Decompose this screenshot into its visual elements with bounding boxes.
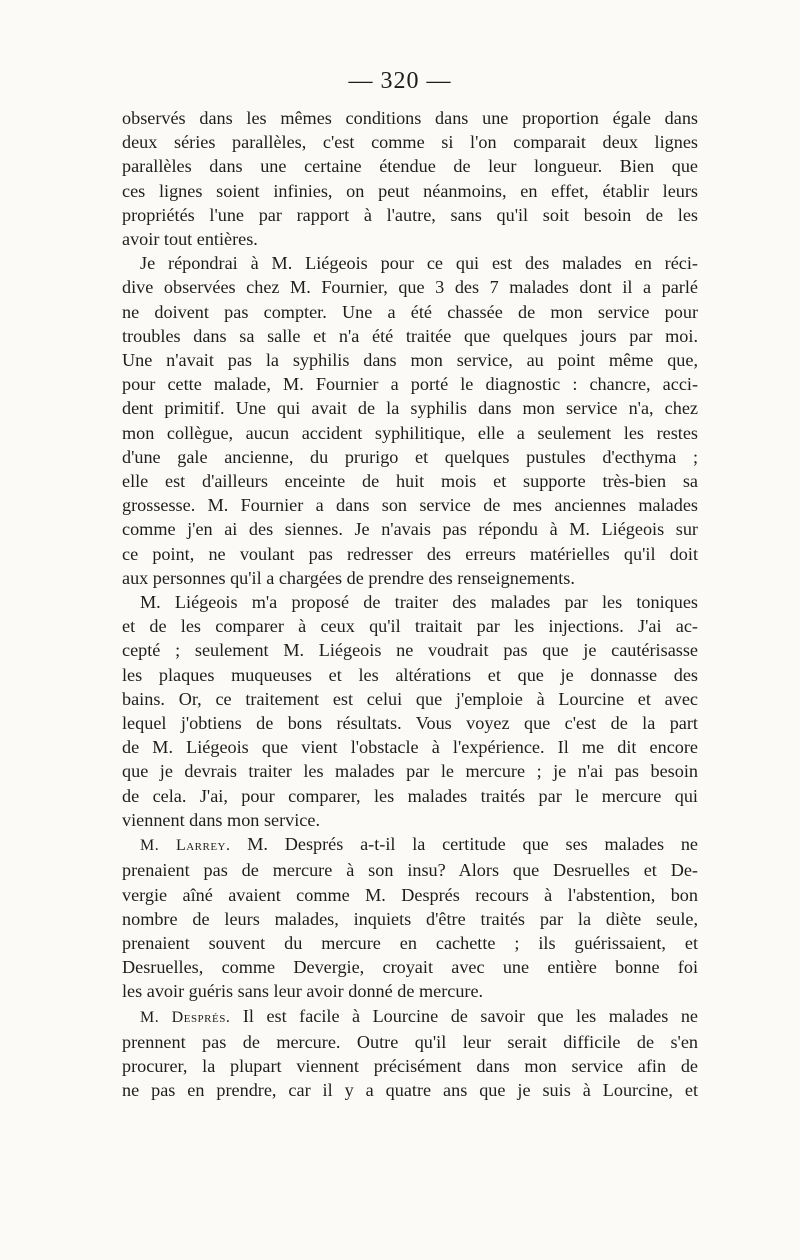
text-line: Desruelles, comme Devergie, croyait avec une entière bonne foi [122,957,698,978]
text-line: viennent dans mon service. [122,809,320,830]
text-line: observés dans les mêmes conditions dans une proportion égale dans [122,108,698,128]
text-line: prenaient souvent du mercure en cachette ; ils guérissaient, et [122,932,698,953]
text-line: mon collègue, aucun accident syphilitique, elle a seulement les restes [122,422,698,443]
page-number: — 320 — [348,68,452,94]
text-line: Je répondrai à M. Liégeois pour ce qui est des malades en réci- [140,253,698,274]
text-line: prenaient pas de mercure à son insu? Alors que Desruelles et De- [122,860,698,881]
paragraph-3 [122,590,698,832]
text-line: pour cette malade, M. Fournier a porté le diagnostic : chancre, acci- [122,374,698,395]
text-line: parallèles dans une certaine étendue de leur longueur. Bien que [122,156,698,177]
text-line: d'une gale ancienne, du prurigo et quelques pustules d'ecthyma ; [122,446,698,467]
text-line: cepté ; seulement M. Liégeois ne voudrait pas que je cautérisasse [122,640,698,661]
paragraph-2 [122,251,698,590]
text-line: elle est d'ailleurs enceinte de huit mois et supporte très-bien sa [122,471,698,492]
text-line [122,832,698,858]
text-line: et de les comparer à ceux qu'il traitait par les injections. J'ai ac- [122,616,698,637]
text-line: bains. Or, ce traitement est celui que j'emploie à Lourcine et avec [122,688,698,709]
text-line [122,1004,698,1030]
text-line: de M. Liégeois que vient l'obstacle à l'expérience. Il me dit encore [122,737,698,758]
text-line-content: M. Després a-t-il la certitude que ses malades ne [230,834,699,855]
text-line: ne doivent pas compter. Une a été chassée de mon service pour [122,301,698,322]
text-line: procurer, la plupart viennent précisément dans mon service afin de [122,1055,698,1076]
text-line: aux personnes qu'il a chargées de prendre des renseignements. [122,567,575,588]
text-line: Une n'avait pas la syphilis dans mon service, au point même que, [122,350,698,371]
text-line: vergie aîné avaient comme M. Després recours à l'abstention, bon [122,884,698,905]
text-line: de cela. J'ai, pour comparer, les malades traités par le mercure qui [122,785,698,806]
text-line: troubles dans sa salle et n'a été traitée que quelques jours par moi. [122,325,698,346]
text-line: ces lignes soient infinies, on peut néanmoins, en effet, établir leurs [122,180,698,201]
paragraph-1 [122,106,698,251]
text-line: ne pas en prendre, car il y a quatre ans que je suis à Lourcine, et [122,1080,698,1101]
text-line: dive observées chez M. Fournier, que 3 des 7 malades dont il a parlé [122,277,698,298]
text-line: propriétés l'une par rapport à l'autre, sans qu'il soit besoin de les [122,204,698,225]
text-line: nombre de leurs malades, inquiets d'être traités par la diète seule, [122,908,698,929]
body-text [122,106,698,1102]
paragraph-5 [122,1004,698,1103]
text-line: lequel j'obtiens de bons résultats. Vous voyez que c'est de la part [122,713,698,734]
speaker-name: M. Després. [140,1008,231,1026]
text-line: avoir tout entières. [122,229,258,250]
text-line: que je devrais traiter les malades par le mercure ; je n'ai pas besoin [122,761,698,782]
text-line: les avoir guéris sans leur avoir donné de mercure. [122,981,484,1002]
text-line: M. Liégeois m'a proposé de traiter des malades par les toniques [140,592,698,613]
text-line: comme j'en ai des siennes. Je n'avais pas répondu à M. Liégeois sur [122,519,698,540]
text-line: dent primitif. Une qui avait de la syphilis dans mon service n'a, chez [122,398,698,419]
text-line: les plaques muqueuses et les altérations et que je donnasse des [122,664,698,685]
speaker-name: M. Larrey. [140,837,231,855]
text-line: prennent pas de mercure. Outre qu'il leur serait difficile de s'en [122,1031,698,1052]
paragraph-4 [122,832,698,1003]
text-line-content: Il est facile à Lourcine de savoir que les malades ne [230,1005,698,1026]
text-line: grossesse. M. Fournier a dans son service de mes anciennes malades [122,495,698,516]
text-line: ce point, ne voulant pas redresser des erreurs matérielles qu'il doit [122,543,698,564]
text-line: deux séries parallèles, c'est comme si l'on comparait deux lignes [122,132,698,153]
